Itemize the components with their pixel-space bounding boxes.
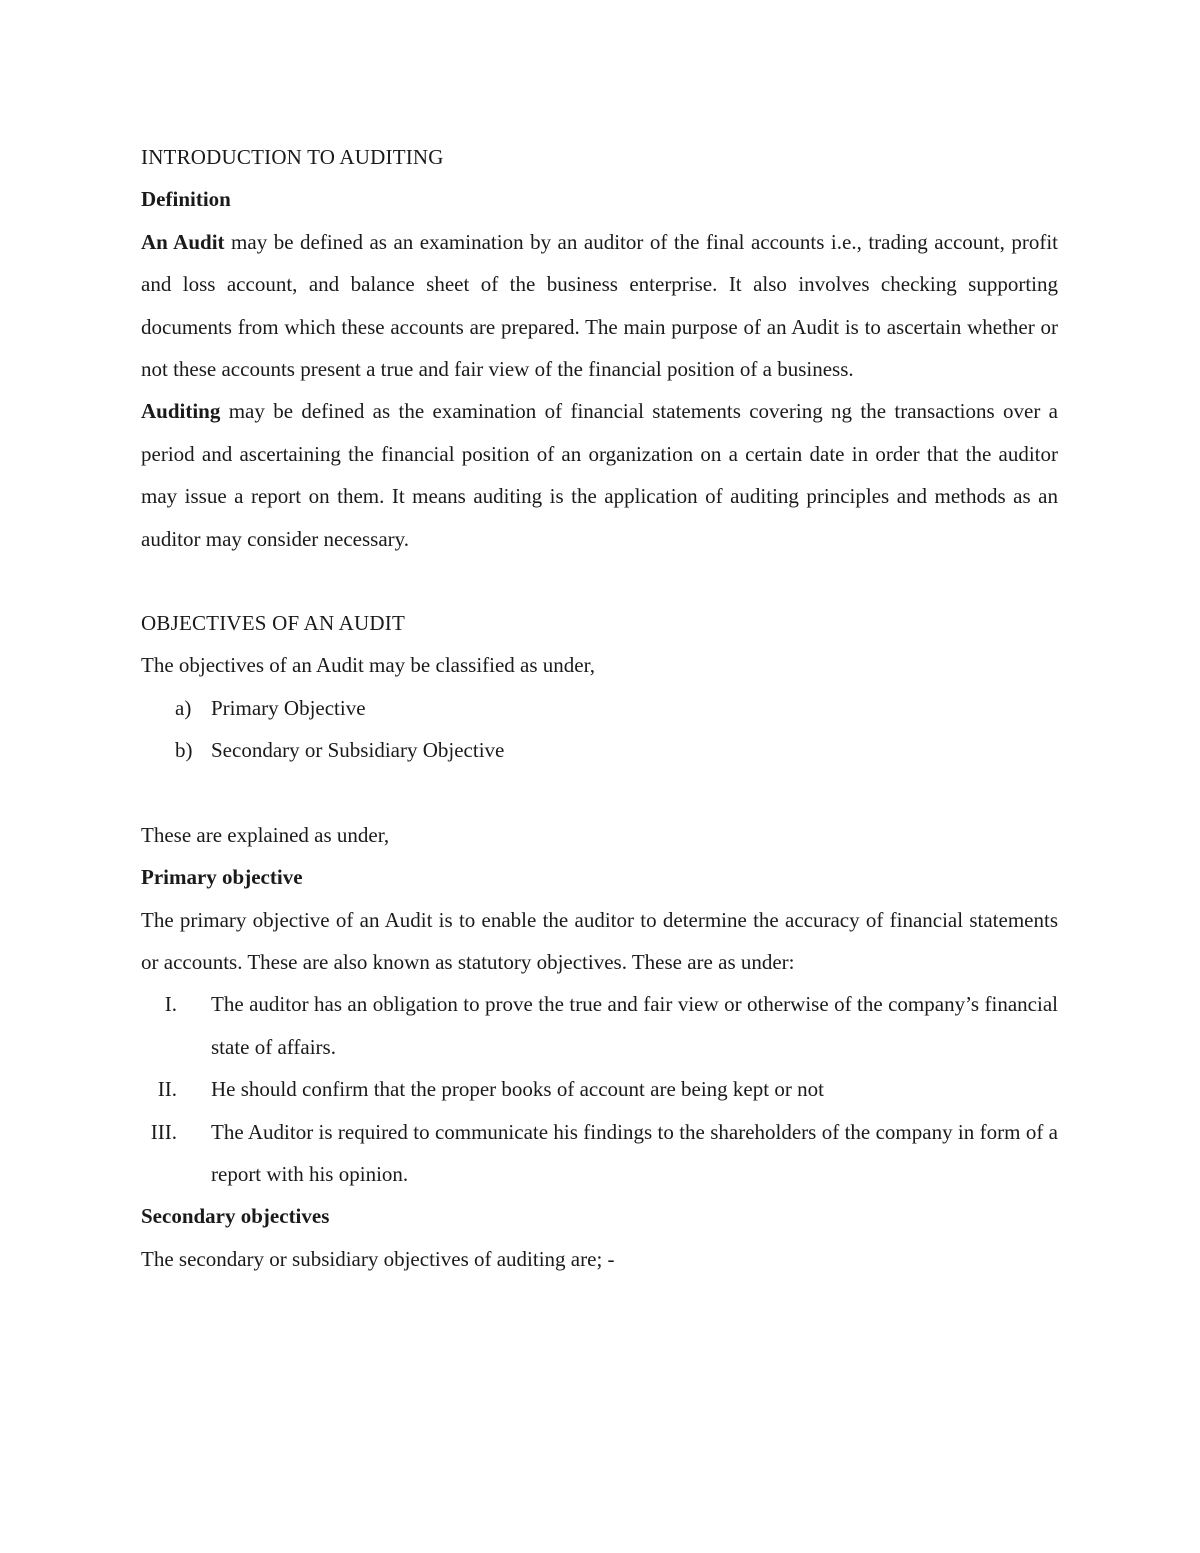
list-item <box>141 729 1058 771</box>
auditing-term: Auditing <box>141 399 221 424</box>
list-marker: a) <box>175 695 192 720</box>
list-item-text: Secondary or Subsidiary Objective <box>211 738 505 763</box>
objectives-heading: OBJECTIVES OF AN AUDIT <box>141 611 405 636</box>
list-marker: b) <box>175 738 193 763</box>
spacer <box>141 772 1058 814</box>
secondary-objectives-text: The secondary or subsidiary objectives of auditing are; - <box>141 1246 615 1271</box>
list-item-text: He should confirm that the proper books of account are being kept or not <box>211 1077 824 1102</box>
list-item-text: Primary Objective <box>211 695 366 720</box>
audit-definition-paragraph <box>141 221 1058 391</box>
document-page <box>141 136 1058 1280</box>
list-item-text: The Auditor is required to communicate his findings to the shareholders of the company in form of a report with his opinion. <box>211 1119 1058 1186</box>
list-item <box>141 1111 1058 1196</box>
list-item <box>141 687 1058 729</box>
list-marker: II. <box>157 1077 177 1102</box>
definition-heading: Definition <box>141 187 231 212</box>
list-item-text: The auditor has an obligation to prove the true and fair view or otherwise of the company’s financial state of affairs. <box>211 992 1058 1059</box>
secondary-objectives-heading: Secondary objectives <box>141 1204 330 1229</box>
primary-objective-paragraph: The primary objective of an Audit is to enable the auditor to determine the accuracy of financial statements or accounts. These are also known as statutory objectives. These are as under: <box>141 907 1058 974</box>
list-item <box>141 1068 1058 1110</box>
list-marker: I. <box>164 992 177 1017</box>
list-item <box>141 983 1058 1068</box>
primary-objective-heading: Primary objective <box>141 865 303 890</box>
document-title: INTRODUCTION TO AUDITING <box>141 145 444 169</box>
explained-intro: These are explained as under, <box>141 822 390 847</box>
audit-definition-text: may be defined as an examination by an auditor of the final accounts i.e., trading account, profit and loss account, and balance sheet of the business enterprise. It also involves checking supporting documents from which these accounts are prepared. The main purpose of an Audit is to ascertain whether or not these accounts present a true and fair view of the financial position of a business. <box>141 229 1058 382</box>
audit-term: An Audit <box>141 229 225 254</box>
auditing-definition-paragraph <box>141 390 1058 560</box>
spacer <box>141 560 1058 602</box>
auditing-definition-text: may be defined as the examination of financial statements covering ng the transactions over a period and ascertaining the financial position of an organization on a certain date in order that the auditor may issue a report on them. It means auditing is the application of auditing principles and methods as an auditor may consider necessary. <box>141 399 1058 551</box>
list-marker: III. <box>150 1119 177 1144</box>
objectives-intro: The objectives of an Audit may be classified as under, <box>141 653 596 678</box>
